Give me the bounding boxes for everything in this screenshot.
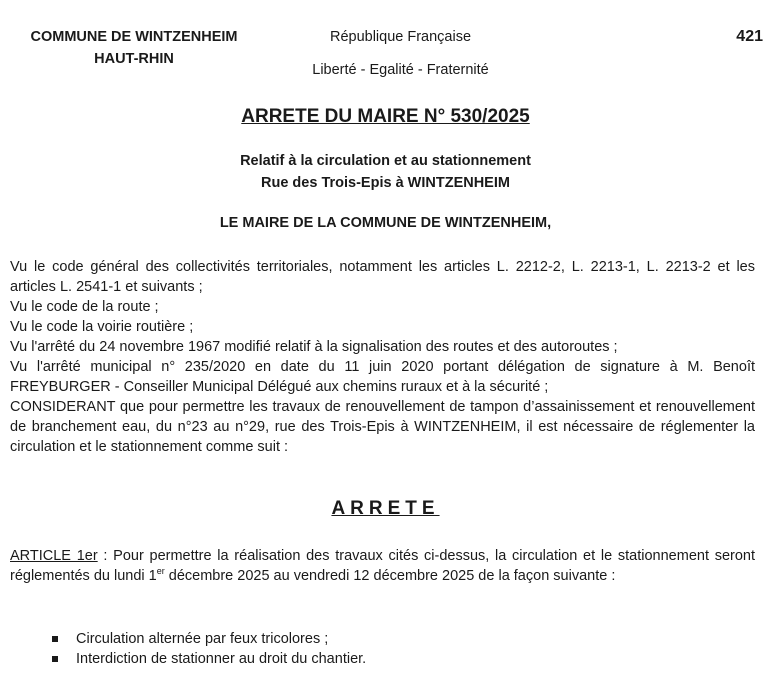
article-1-superscript: er [156, 566, 165, 577]
consideration-item: Vu le code général des collectivités territoriales, notamment les articles L. 2212-2, L. 2213-1, L. 2213-2 et les articles L. 2541-1 et suivants ; [10, 259, 755, 295]
measure-text: Circulation alternée par feux tricolores ; [76, 631, 329, 647]
issuer-block [18, 26, 250, 70]
measure-text: Interdiction de stationner au droit du chantier. [76, 651, 367, 667]
consideration-item: CONSIDERANT que pour permettre les travaux de renouvellement de tampon d’assainissement et renouvellement de branchement eau, du n°23 au n°29, rue des Trois-Epis à WINTZENHEIM, il est nécessaire de réglementer la circulation et le stationnement comme suit : [10, 399, 755, 455]
article-1-measures [50, 629, 750, 669]
decree-subject [0, 150, 771, 194]
consideration-item: Vu l'arrêté du 24 novembre 1967 modifié relatif à la signalisation des routes et des autoroutes ; [10, 339, 618, 355]
republic-block [288, 26, 513, 80]
decree-title: ARRETE DU MAIRE N° 530/2025 [241, 106, 530, 127]
list-item [50, 629, 750, 649]
article-1-text-before: : Pour permettre la réalisation des travaux cités ci-dessus, la circulation et le stationnement seront réglementés du lundi 1 [10, 548, 755, 584]
department-name: HAUT-RHIN [94, 51, 174, 67]
subject-line-1: Relatif à la circulation et au stationnement [240, 153, 531, 169]
article-1 [10, 546, 755, 586]
list-item [50, 649, 750, 669]
consideration-item: Vu le code de la route ; [10, 299, 159, 315]
square-bullet-icon [52, 656, 58, 662]
republic-motto: Liberté - Egalité - Fraternité [312, 62, 489, 78]
subject-line-2: Rue des Trois-Epis à WINTZENHEIM [261, 175, 510, 191]
consideration-item: Vu le code la voirie routière ; [10, 319, 194, 335]
article-1-text-after: décembre 2025 au vendredi 12 décembre 2025 de la façon suivante : [164, 568, 616, 584]
considerations [10, 257, 755, 457]
commune-name: COMMUNE DE WINTZENHEIM [30, 29, 238, 45]
mayor-heading: LE MAIRE DE LA COMMUNE DE WINTZENHEIM, [219, 215, 552, 231]
republic-name: République Française [329, 29, 472, 45]
square-bullet-icon [52, 636, 58, 642]
consideration-item: Vu l'arrêté municipal n° 235/2020 en date du 11 juin 2020 portant délégation de signature à M. Benoît FREYBURGER - Conseiller Municipal Délégué aux chemins ruraux et à la sécurité ; [10, 359, 755, 395]
decision-heading: ARRETE [331, 498, 440, 519]
article-1-label: ARTICLE 1er [10, 548, 98, 564]
page-number: 421 [736, 28, 763, 45]
